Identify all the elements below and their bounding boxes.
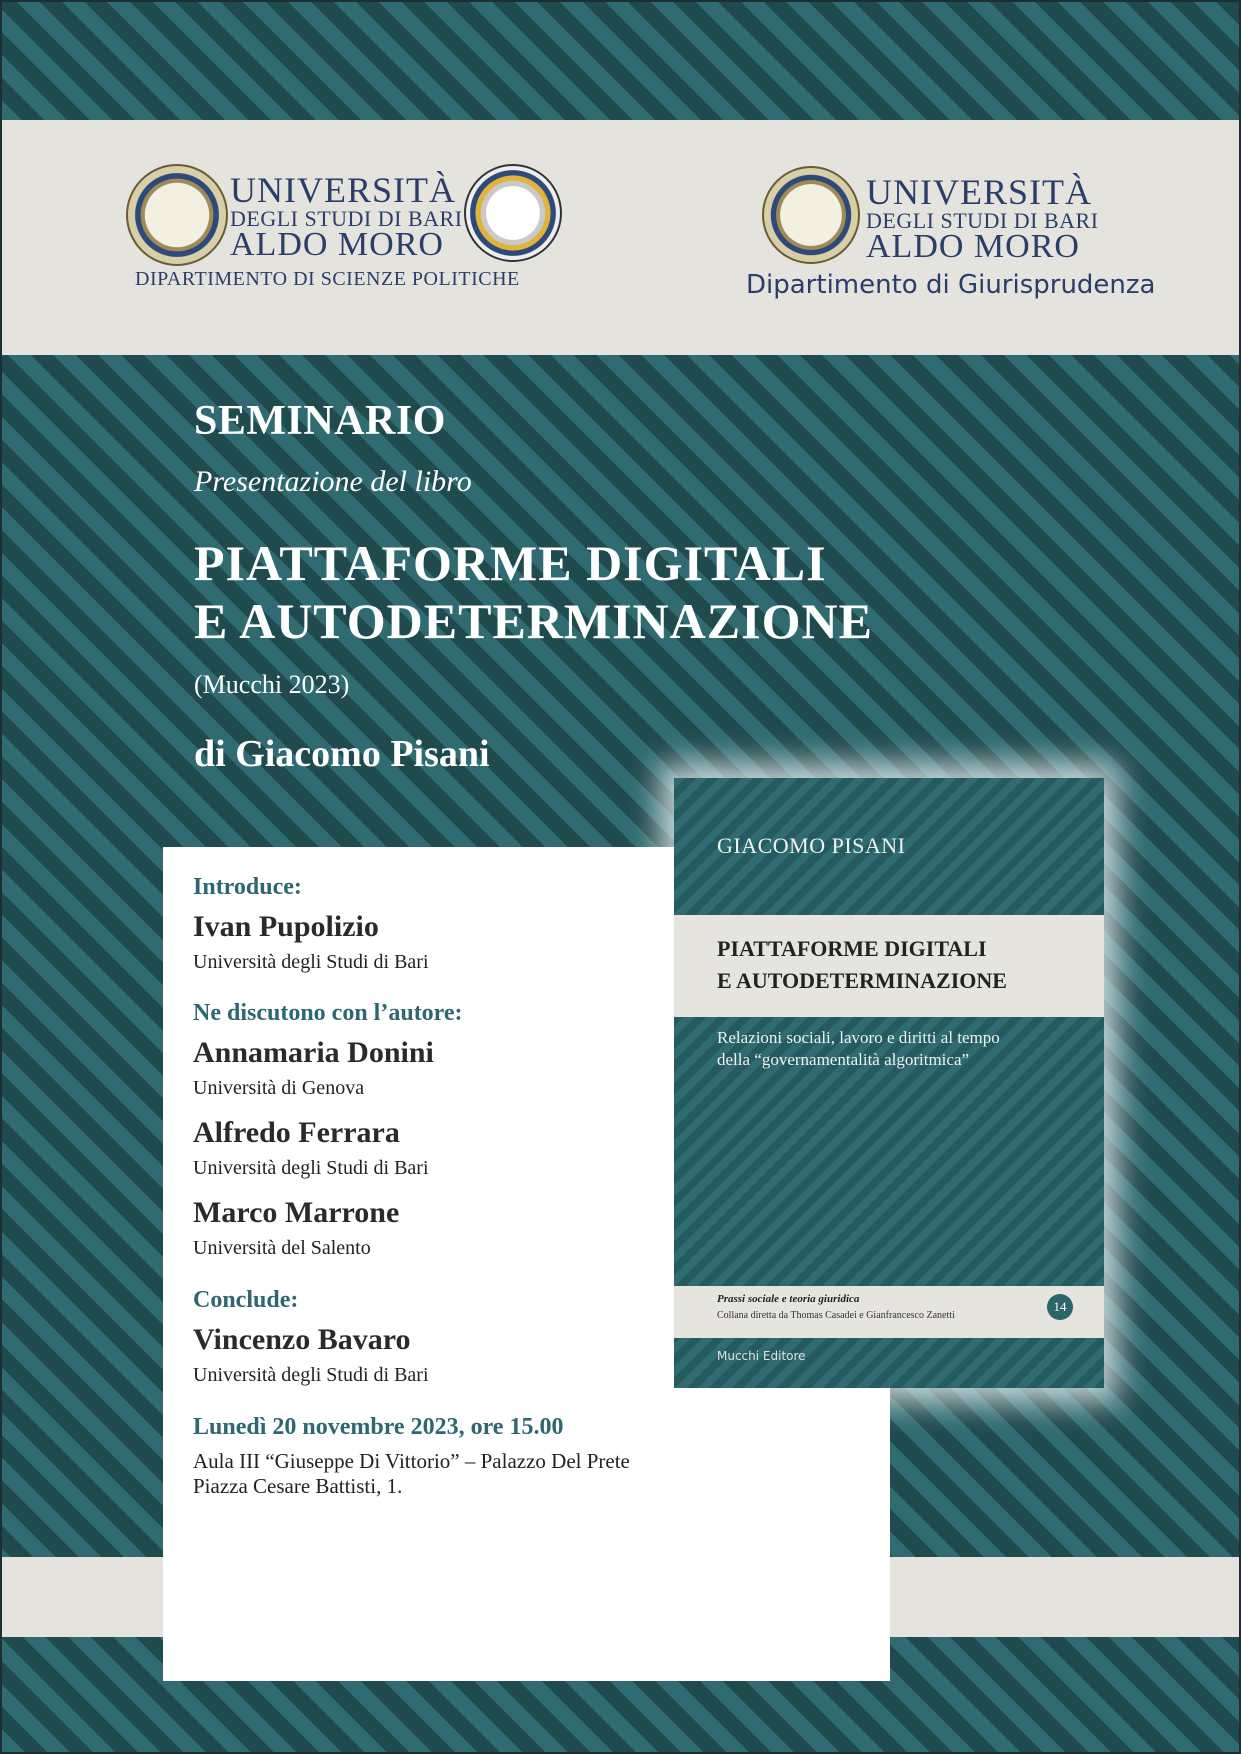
logo-right-line2: DEGLI STUDI DI BARI: [866, 208, 1099, 233]
book-title-line2: E AUTODETERMINAZIONE: [194, 593, 873, 649]
globe-seal-icon: [464, 164, 562, 262]
university-seal-icon: [762, 166, 860, 264]
logo-left-line2: DEGLI STUDI DI BARI: [230, 206, 463, 231]
cover-title-line1: PIATTAFORME DIGITALI: [717, 936, 987, 961]
book-author: di Giacomo Pisani: [194, 733, 490, 775]
event-subtitle: Presentazione del libro: [194, 465, 472, 498]
cover-title-band: [674, 915, 1104, 1017]
book-title-line1: PIATTAFORME DIGITALI: [194, 535, 827, 591]
cover-collection: Collana diretta da Thomas Casadei e Gianfrancesco Zanetti: [717, 1310, 955, 1321]
conclude-label: Conclude:: [193, 1287, 299, 1313]
event-date: Lunedì 20 novembre 2023, ore 15.00: [193, 1414, 564, 1440]
introducer-name: Ivan Pupolizio: [193, 910, 379, 943]
discussant-name: Annamaria Donini: [193, 1036, 434, 1069]
university-seal-icon: [126, 164, 228, 266]
concluder-name: Vincenzo Bavaro: [193, 1323, 411, 1356]
discussant-affiliation: Università degli Studi di Bari: [193, 1157, 429, 1179]
cover-subtitle-line2: della “governamentalità algoritmica”: [717, 1050, 970, 1069]
cover-publisher: Mucchi Editore: [717, 1349, 806, 1363]
logo-left-line3: ALDO MORO: [230, 226, 444, 263]
logo-left-line1: UNIVERSITÀ: [230, 170, 456, 210]
concluder-affiliation: Università degli Studi di Bari: [193, 1364, 429, 1386]
publisher-year: (Mucchi 2023): [194, 670, 350, 699]
cover-series: Prassi sociale e teoria giuridica: [717, 1293, 860, 1305]
discussant-name: Marco Marrone: [193, 1196, 400, 1229]
discussant-affiliation: Università del Salento: [193, 1237, 371, 1259]
discussants-label: Ne discutono con l’autore:: [193, 1000, 463, 1026]
logo-right-line3: ALDO MORO: [866, 228, 1080, 265]
logo-right-department: Dipartimento di Giurisprudenza: [746, 270, 1156, 300]
venue-line2: Piazza Cesare Battisti, 1.: [193, 1474, 403, 1498]
cover-title-line2: E AUTODETERMINAZIONE: [717, 968, 1007, 993]
cover-number-badge: 14: [1047, 1294, 1073, 1320]
logo-right-line1: UNIVERSITÀ: [866, 172, 1092, 212]
introducer-affiliation: Università degli Studi di Bari: [193, 951, 429, 973]
venue-line1: Aula III “Giuseppe Di Vittorio” – Palazzo Del Prete: [193, 1449, 630, 1473]
event-type: SEMINARIO: [194, 398, 446, 444]
introduce-label: Introduce:: [193, 874, 302, 900]
discussant-affiliation: Università di Genova: [193, 1077, 365, 1099]
logo-left-department: DIPARTIMENTO DI SCIENZE POLITICHE: [135, 268, 520, 290]
cover-subtitle-line1: Relazioni sociali, lavoro e diritti al tempo: [717, 1028, 1000, 1047]
book-cover: [674, 778, 1104, 1388]
discussant-name: Alfredo Ferrara: [193, 1116, 400, 1149]
cover-author: GIACOMO PISANI: [717, 833, 906, 858]
